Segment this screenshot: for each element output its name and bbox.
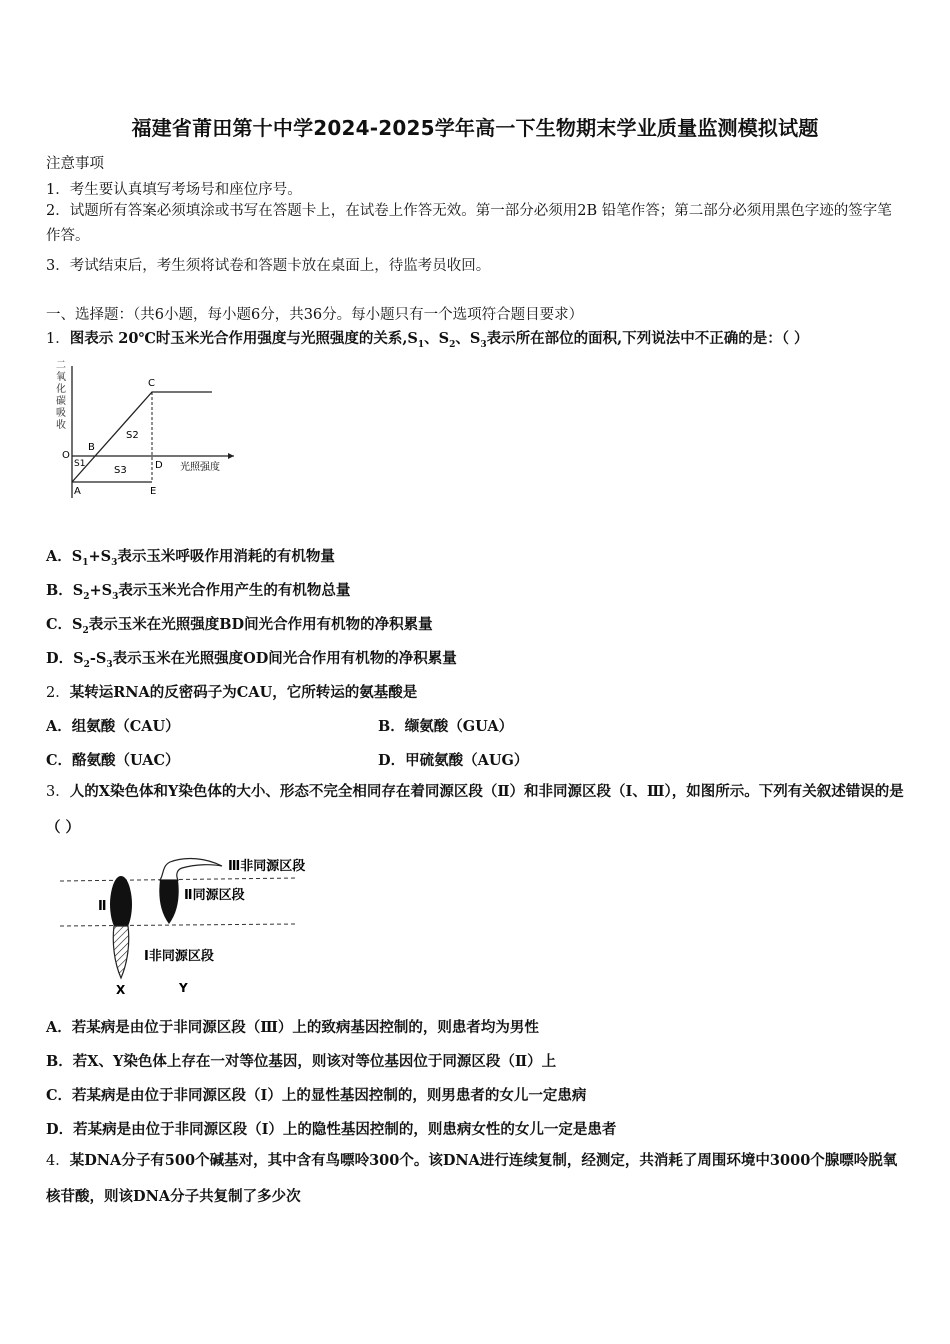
- point-label-O: O: [62, 450, 70, 461]
- q3-option-a[interactable]: A．若某病是由位于非同源区段（Ⅲ）上的致病基因控制的，则患者均为男性: [46, 1019, 539, 1036]
- label-III: Ⅲ非同源区段: [228, 859, 306, 874]
- x-chromosome-nonhomologous: [113, 926, 128, 978]
- q1-option-a[interactable]: A．$S_1+S_3$表示玉米呼吸作用消耗的有机物量: [46, 548, 335, 568]
- y-label-char: 收: [56, 420, 66, 431]
- area-label-S3: S3: [114, 465, 127, 476]
- point-label-C: C: [148, 378, 155, 389]
- x-axis-label: 光照强度: [180, 462, 220, 473]
- notice-heading: 注意事项: [46, 156, 104, 172]
- q3-option-c[interactable]: C．若某病是由位于非同源区段（I）上的显性基因控制的，则男患者的女儿一定患病: [46, 1087, 587, 1104]
- point-label-A: A: [74, 486, 81, 497]
- q2-option-a[interactable]: A．组氨酸（CAU）: [46, 718, 180, 735]
- y-label-char: 吸: [56, 408, 66, 419]
- point-label-E: E: [150, 486, 157, 497]
- y-label-char: 碳: [56, 396, 66, 407]
- y-label-char: 化: [56, 384, 66, 395]
- q3-option-b[interactable]: B．若X、Y染色体上存在一对等位基因，则该对等位基因位于同源区段（Ⅱ）上: [46, 1053, 557, 1070]
- y-label-char: 氧: [56, 372, 66, 383]
- y-chromosome-homologous: [159, 880, 178, 924]
- x-chromosome-homologous: [110, 876, 132, 926]
- label-X: X: [116, 983, 126, 997]
- point-label-D: D: [155, 460, 163, 471]
- label-I: Ⅰ非同源区段: [144, 949, 214, 964]
- area-label-S1: S1: [74, 459, 86, 469]
- question-1: 1．图表示 20℃时玉米光合作用强度与光照强度的关系$,S_1$、$S_2$、$S_3$表示所在部位的面积,下列说法中不正确的是：（ ）: [46, 330, 809, 350]
- point-label-B: B: [88, 442, 95, 453]
- question-3: 3．人的X染色体和Y染色体的大小、形态不完全相同存在着同源区段（Ⅱ）和非同源区段（Ⅰ、Ⅲ），如图所示。下列有关叙述错误的是（ ）: [46, 783, 904, 836]
- x-axis-arrow: [228, 453, 234, 459]
- question-2: 2．某转运RNA的反密码子为CAU，它所转运的氨基酸是: [46, 684, 418, 701]
- q1-option-d[interactable]: D．$S_2-S_3$表示玉米在光照强度OD间光合作用有机物的净积累量: [46, 650, 457, 670]
- graph-y-label: [56, 360, 66, 431]
- y-label-char: 二: [56, 360, 66, 371]
- label-Y: Y: [179, 981, 188, 995]
- label-II-right: Ⅱ同源区段: [184, 888, 245, 903]
- notice-item-3: 3．考试结束后，考生须将试卷和答题卡放在桌面上，待监考员收回。: [46, 258, 491, 274]
- boundary-line-bottom: [60, 924, 296, 926]
- notice-item-1: 1．考生要认真填写考场号和座位序号。: [46, 182, 302, 198]
- q1-option-c[interactable]: C．$S_2$表示玉米在光照强度BD间光合作用有机物的净积累量: [46, 616, 433, 636]
- xy-chromosome-figure: [56, 852, 336, 1002]
- section-heading: 一、选择题：（共6小题，每小题6分，共36分。每小题只有一个选项符合题目要求）: [46, 307, 584, 323]
- area-label-S2: S2: [126, 430, 139, 441]
- photosynthesis-graph: [52, 358, 242, 500]
- question-4: 4．某DNA分子有500个碱基对，其中含有鸟嘌呤300个。该DNA进行连续复制，经测定，共消耗了周围环境中3000个腺嘌呤脱氧核苷酸，则该DNA分子共复制了多少次: [46, 1152, 898, 1205]
- y-chromosome-nonhomologous: [160, 859, 222, 880]
- q2-option-b[interactable]: B．缬氨酸（GUA）: [378, 718, 514, 735]
- notice-item-2: 2．试题所有答案必须填涂或书写在答题卡上，在试卷上作答无效。第一部分必须用2B 铅笔作答；第二部分必须用黑色字迹的签字笔作答。: [46, 203, 892, 244]
- label-II-left: Ⅱ: [98, 899, 107, 914]
- question-number: 1．: [46, 331, 70, 347]
- q3-option-d[interactable]: D．若某病是由位于非同源区段（I）上的隐性基因控制的，则患病女性的女儿一定是患者: [46, 1121, 617, 1138]
- q2-option-d[interactable]: D．甲硫氨酸（AUG）: [378, 752, 529, 769]
- q1-option-b[interactable]: B．$S_2+S_3$表示玉米光合作用产生的有机物总量: [46, 582, 351, 602]
- page-title: 福建省莆田第十中学2024-2025学年高一下生物期末学业质量监测模拟试题: [131, 116, 819, 140]
- q2-option-c[interactable]: C．酪氨酸（UAC）: [46, 752, 180, 769]
